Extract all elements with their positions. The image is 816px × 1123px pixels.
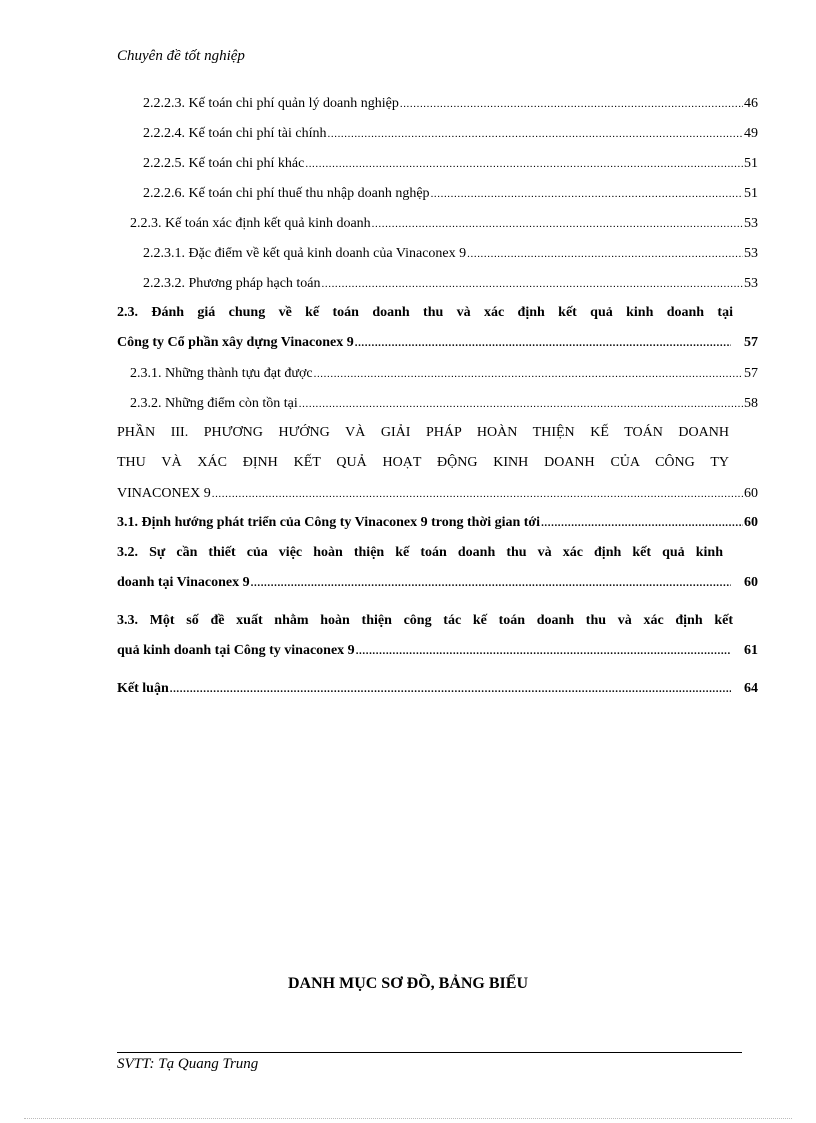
toc-entry-text: 2.2.3.2. Phương pháp hạch toán — [143, 276, 321, 291]
toc-entry-text: 2.2.2.3. Kế toán chi phí quản lý doanh nghiệp — [143, 96, 399, 111]
toc-entry-text: 3.1. Định hướng phát triển của Công ty Vinaconex 9 trong thời gian tới — [117, 515, 541, 530]
toc-entry-page: 53 — [744, 246, 758, 261]
leader-dots — [322, 276, 743, 292]
toc-entry-text: 2.2.3.1. Đặc điểm về kết quả kinh doanh của Vinaconex 9 — [143, 246, 467, 261]
page-header-title: Chuyên đề tốt nghiệp — [117, 48, 245, 64]
toc-entry-page: 60 — [744, 515, 758, 530]
toc-entry[interactable] — [143, 186, 758, 202]
toc-entry[interactable] — [143, 246, 758, 262]
toc-entry-page: 57 — [744, 335, 758, 350]
leader-dots — [328, 126, 743, 142]
toc-entry[interactable] — [130, 396, 758, 412]
toc-entry-text: 2.2.2.6. Kế toán chi phí thuế thu nhập doanh nghệp — [143, 186, 430, 201]
toc-entry[interactable] — [143, 96, 758, 112]
toc-entry-page: 57 — [744, 366, 758, 381]
leader-dots — [299, 396, 743, 412]
leader-dots — [314, 366, 743, 382]
leader-dots — [372, 216, 743, 232]
leader-dots — [400, 96, 743, 112]
leader-dots — [305, 156, 743, 172]
toc-entry-page: 61 — [744, 643, 758, 658]
leader-dots — [467, 246, 743, 262]
toc-entry-text: 2.3.1. Những thành tựu đạt được — [130, 366, 313, 381]
toc-entry-line[interactable]: 2.3. Đánh giá chung về kế toán doanh thu và xác định kết quả kinh doanh tại — [117, 305, 733, 320]
section-heading: DANH MỤC SƠ ĐỒ, BẢNG BIỂU — [287, 975, 528, 992]
toc-entry-text: Công ty Cổ phần xây dựng Vinaconex 9 — [117, 335, 354, 350]
toc-entry[interactable] — [117, 681, 758, 697]
toc-entry[interactable] — [143, 156, 758, 172]
leader-dots — [251, 575, 731, 591]
toc-entry-page: 58 — [744, 396, 758, 411]
toc-entry-text: 2.2.3. Kế toán xác định kết quả kinh doanh — [130, 216, 371, 231]
leader-dots — [170, 681, 731, 697]
toc-entry[interactable] — [117, 643, 758, 659]
toc-entry-text: 2.2.2.4. Kế toán chi phí tài chính — [143, 126, 327, 141]
toc-entry-page: 60 — [744, 575, 758, 590]
leader-dots — [212, 486, 743, 502]
toc-entry-page: 46 — [744, 96, 758, 111]
toc-entry[interactable] — [130, 366, 758, 382]
toc-entry-page: 60 — [744, 486, 758, 501]
toc-entry-line[interactable]: THU VÀ XÁC ĐỊNH KẾT QUẢ HOẠT ĐỘNG KINH DOANH CỦA CÔNG TY — [117, 455, 729, 470]
toc-entry[interactable] — [117, 486, 758, 502]
toc-entry-text: 2.3.2. Những điểm còn tồn tại — [130, 396, 298, 411]
toc-entry-text: quả kinh doanh tại Công ty vinaconex 9 — [117, 643, 355, 658]
toc-entry-line[interactable]: 3.2. Sự cần thiết của việc hoàn thiện kế toán doanh thu và xác định kết quả kinh — [117, 545, 723, 560]
toc-entry[interactable] — [117, 335, 758, 351]
toc-entry-line[interactable]: 3.3. Một số đề xuất nhằm hoàn thiện công tác kế toán doanh thu và xác định kết — [117, 613, 733, 628]
leader-dots — [356, 643, 731, 659]
toc-entry[interactable] — [130, 216, 758, 232]
page-footer-author: SVTT: Tạ Quang Trung — [117, 1056, 259, 1072]
toc-entry-page: 53 — [744, 276, 758, 291]
toc-entry-text: doanh tại Vinaconex 9 — [117, 575, 250, 590]
leader-dots — [541, 515, 743, 531]
toc-entry-line[interactable]: PHẦN III. PHƯƠNG HƯỚNG VÀ GIẢI PHÁP HOÀN THIỆN KẾ TOÁN DOANH — [117, 425, 729, 440]
toc-entry-text: VINACONEX 9 — [117, 486, 211, 501]
leader-dots — [431, 186, 743, 202]
toc-entry-page: 51 — [744, 156, 758, 171]
toc-entry-page: 64 — [744, 681, 758, 696]
toc-entry-page: 51 — [744, 186, 758, 201]
toc-entry[interactable] — [117, 515, 758, 531]
toc-entry-text: 2.2.2.5. Kế toán chi phí khác — [143, 156, 305, 171]
toc-entry[interactable] — [143, 126, 758, 142]
page-bottom-border — [24, 1118, 792, 1119]
toc-entry[interactable] — [117, 575, 758, 591]
toc-entry-page: 49 — [744, 126, 758, 141]
footer-divider — [117, 1052, 742, 1053]
toc-entry-text: Kết luận — [117, 681, 169, 696]
leader-dots — [355, 335, 731, 351]
toc-entry-page: 53 — [744, 216, 758, 231]
toc-entry[interactable] — [143, 276, 758, 292]
